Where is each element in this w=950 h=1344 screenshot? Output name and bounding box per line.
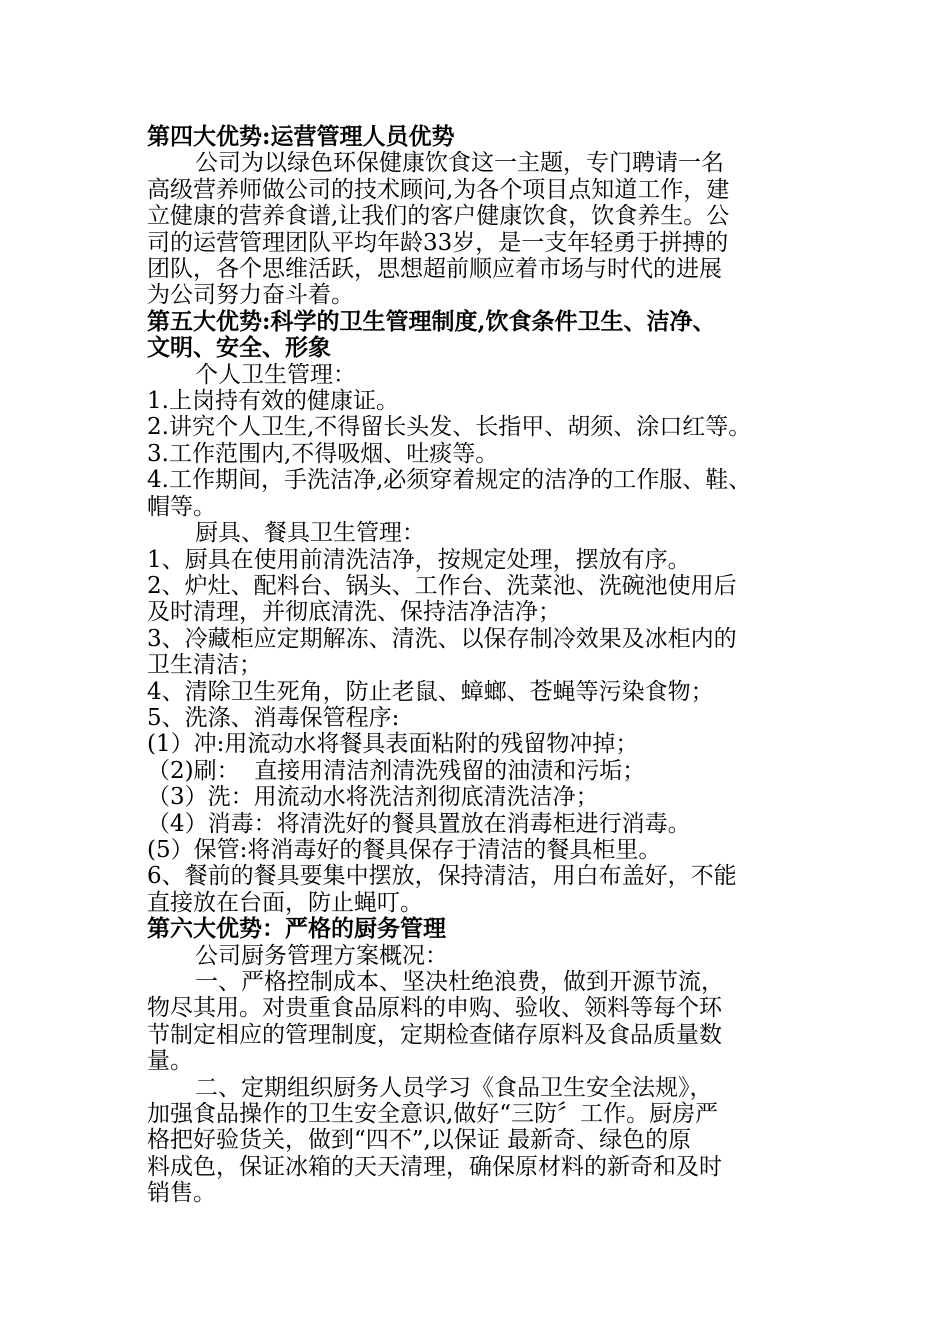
section-heading-5: 第五大优势:科学的卫生管理制度,饮食条件卫生、洁净、 (147, 307, 716, 335)
list-item: （4）消毒：将清洗好的餐具置放在消毒柜进行消毒。 (147, 810, 691, 837)
paragraph-line: 司的运营管理团队平均年龄33岁，是一支年轻勇于拼搏的 (147, 229, 729, 256)
section-heading-6: 第六大优势：严格的厨务管理 (147, 915, 446, 943)
list-item: (1）冲:用流动水将餐具表面粘附的残留物冲掉； (147, 731, 639, 758)
list-item: 4.工作期间，手洗洁净,必须穿着规定的洁净的工作服、鞋、 (147, 467, 752, 494)
list-item: 1、厨具在使用前清洗洁净，按规定处理，摆放有序。 (147, 546, 691, 573)
list-item: 2.讲究个人卫生,不得留长头发、长指甲、胡须、涂口红等。 (147, 414, 752, 441)
list-item: 4、清除卫生死角，防止老鼠、蟑螂、苍蝇等污染食物； (147, 678, 714, 705)
list-item: 帽等。 (147, 493, 216, 520)
paragraph-line: 料成色，保证冰箱的天天清理，确保原材料的新奇和及时 (147, 1153, 722, 1180)
paragraph-line: 格把好验货关，做到“四不”,以保证 最新奇、绿色的原 (147, 1127, 692, 1154)
list-item: (5）保管:将消毒好的餐具保存于清洁的餐具柜里。 (147, 836, 662, 863)
list-item: （2)刷： 直接用清洁剂清洗残留的油渍和污垢； (147, 757, 646, 784)
paragraph-line: 一、严格控制成本、坚决杜绝浪费，做到开源节流， (195, 969, 724, 995)
list-item: 6、餐前的餐具要集中摆放，保持清洁，用白布盖好，不能 (147, 863, 737, 890)
list-item: 3.工作范围内,不得吸烟、吐痰等。 (147, 440, 499, 467)
subsection-title-utensil: 厨具、餐具卫生管理： (195, 520, 425, 547)
list-item: 3、冷藏柜应定期解冻、清洗、以保存制冷效果及冰柜内的 (147, 625, 737, 652)
list-item: 1.上岗持有效的健康证。 (147, 388, 399, 415)
paragraph-line: 高级营养师做公司的技术顾问,为各个项目点知道工作，建 (147, 176, 730, 203)
section-heading-5-cont: 文明、安全、形象 (147, 334, 331, 362)
paragraph-line: 量。 (147, 1048, 193, 1075)
document-page (147, 124, 812, 1207)
paragraph-line: 物尽其用。对贵重食品原料的申购、验收、领料等每个环 (147, 995, 722, 1022)
subsection-title-overview: 公司厨务管理方案概况： (195, 942, 448, 969)
list-item: 直接放在台面，防止蝇叮。 (147, 889, 423, 916)
section-heading-4: 第四大优势:运营管理人员优势 (147, 123, 455, 150)
paragraph-line: 团队，各个思维活跃，思想超前顺应着市场与时代的进展 (147, 256, 722, 283)
paragraph-line: 二、定期组织厨务人员学习《食品卫生安全法规》， (195, 1074, 713, 1101)
paragraph-line: 公司为以绿色环保健康饮食这一主题，专门聘请一名 (195, 150, 724, 177)
list-item: （3）洗：用流动水将洗洁剂彻底清洗洁净； (147, 784, 599, 811)
paragraph-line: 加强食品操作的卫生安全意识,做好“三防〞工作。厨房严 (147, 1101, 719, 1128)
paragraph-line: 销售。 (147, 1180, 216, 1207)
list-item: 卫生清洁； (147, 652, 262, 679)
paragraph-line: 立健康的营养食谱,让我们的客户健康饮食，饮食养生。公 (147, 203, 730, 230)
subsection-title-personal: 个人卫生管理： (195, 361, 356, 388)
list-item: 及时清理，并彻底清洗、保持洁净洁净； (147, 599, 561, 626)
list-item: 5、洗涤、消毒保管程序: (147, 704, 400, 731)
list-item: 2、炉灶、配料台、锅头、工作台、洗菜池、洗碗池使用后 (147, 572, 737, 599)
paragraph-line: 节制定相应的管理制度，定期检查储存原料及食品质量数 (147, 1021, 722, 1048)
paragraph-line: 为公司努力奋斗着。 (147, 282, 354, 309)
